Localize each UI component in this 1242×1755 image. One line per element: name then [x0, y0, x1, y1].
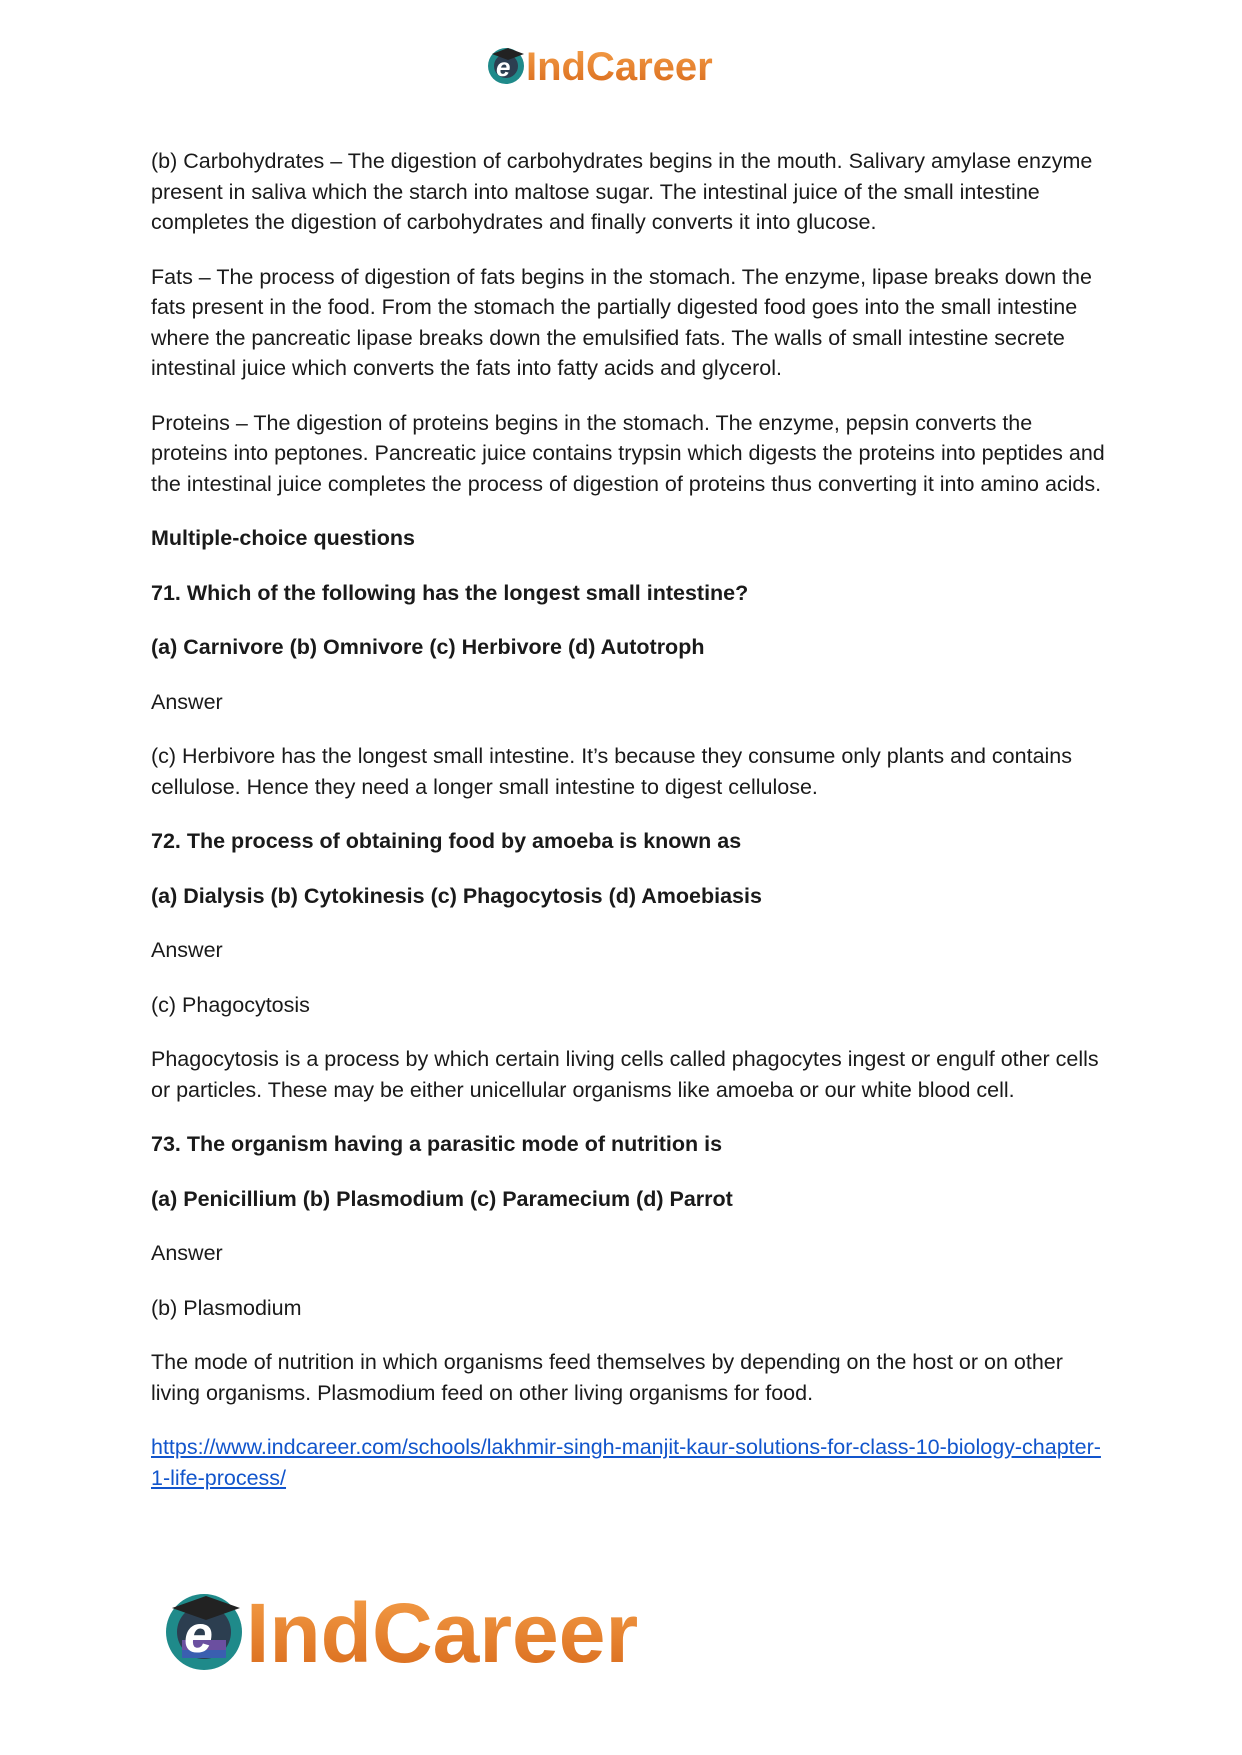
question-71: 71. Which of the following has the longest small intestine? — [151, 580, 749, 605]
svg-text:e: e — [496, 52, 511, 82]
question-72-options: (a) Dialysis (b) Cytokinesis (c) Phagocytosis (d) Amoebiasis — [151, 883, 762, 908]
indcareer-footer-logo-icon — [160, 1580, 720, 1680]
header-logo — [486, 40, 766, 92]
svg-text:IndCareer: IndCareer — [246, 1586, 639, 1680]
fats-paragraph: Fats – The process of digestion of fats begins in the stomach. The enzyme, lipase breaks down the fats present in the food. From the stomach the partially digested food goes into the small intestine where the pancreatic lipase breaks down the emulsified fats. The walls of small intestine secrete intestinal juice which converts the fats into fatty acids and glycerol. — [151, 264, 1092, 380]
answer-label-72: Answer — [151, 938, 223, 962]
answer-72-explanation: Phagocytosis is a process by which certain living cells called phagocytes ingest or engulf other cells or particles. These may be either unicellular organisms like amoeba or our white blood cell. — [151, 1047, 1099, 1102]
question-72: 72. The process of obtaining food by amoeba is known as — [151, 829, 742, 853]
source-link[interactable]: https://www.indcareer.com/schools/lakhmir-singh-manjit-kaur-solutions-for-class-10-biology-chapter-1-life-process/ — [151, 1435, 1101, 1490]
proteins-paragraph: Proteins – The digestion of proteins begins in the stomach. The enzyme, pepsin converts the proteins into peptones. Pancreatic juice contains trypsin which digests the proteins into peptides and the intestinal juice completes the process of digestion of proteins thus converting it into amino acids. — [151, 410, 1105, 496]
document-body — [151, 146, 1111, 1517]
carbohydrates-paragraph: (b) Carbohydrates – The digestion of carbohydrates begins in the mouth. Salivary amylase enzyme present in saliva which the starch into maltose sugar. The intestinal juice of the small intestine completes the digestion of carbohydrates and finally converts it into glucose. — [151, 149, 1093, 234]
question-73: 73. The organism having a parasitic mode of nutrition is — [151, 1132, 723, 1156]
answer-label-73: Answer — [151, 1241, 223, 1265]
answer-72: (c) Phagocytosis — [151, 992, 310, 1017]
indcareer-logo-icon — [486, 40, 766, 92]
question-73-options: (a) Penicillium (b) Plasmodium (c) Paramecium (d) Parrot — [151, 1186, 733, 1211]
answer-73: (b) Plasmodium — [151, 1295, 302, 1320]
footer-logo — [160, 1580, 720, 1680]
answer-label-71: Answer — [151, 689, 223, 714]
answer-71-explanation: (c) Herbivore has the longest small intestine. It’s because they consume only plants and contains cellulose. Hence they need a longer small intestine to digest cellulose. — [151, 744, 1073, 799]
section-heading: Multiple-choice questions — [151, 526, 415, 550]
svg-text:IndCareer: IndCareer — [526, 45, 713, 89]
svg-text:e: e — [184, 1606, 213, 1664]
question-71-options: (a) Carnivore (b) Omnivore (c) Herbivore (d) Autotroph — [151, 635, 705, 659]
answer-73-explanation: The mode of nutrition in which organisms feed themselves by depending on the host or on other living organisms. Plasmodium feed on other living organisms for food. — [151, 1350, 1063, 1405]
